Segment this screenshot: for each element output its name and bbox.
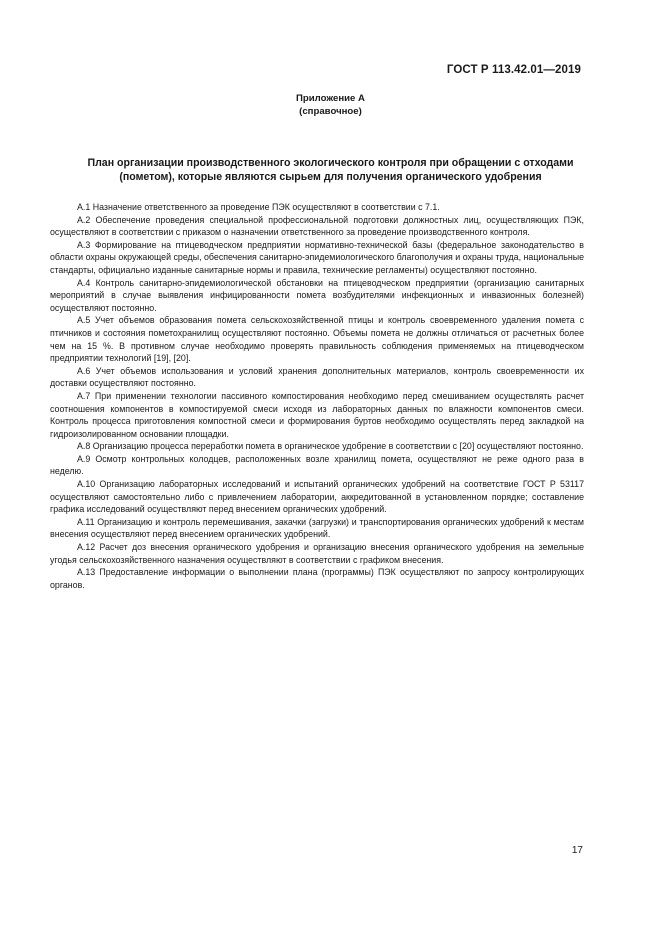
paragraph-a9: А.9 Осмотр контрольных колодцев, расположенных возле хранилищ помета, осуществляют не реже одного раза в неделю. bbox=[50, 453, 584, 477]
section-title-line-2: (пометом), которые являются сырьем для получения органического удобрения bbox=[119, 171, 542, 183]
document-code: ГОСТ Р 113.42.01—2019 bbox=[446, 64, 581, 76]
paragraph-a1: А.1 Назначение ответственного за проведение ПЭК осуществляют в соответствии с 7.1. bbox=[77, 202, 440, 212]
paragraph-a10: А.10 Организацию лабораторных исследований и испытаний органических удобрений на соответствие ГОСТ Р 53117 осуществляют самостоятельно либо с привлечением лаборатории, аккредитованной в установленном порядке; составление графика исследований осуществляют перед внесением органических удобрений. bbox=[50, 479, 584, 515]
paragraph-a11: А.11 Организацию и контроль перемешивания, закачки (загрузки) и транспортирования органических удобрений к местам внесения осуществляют перед внесением органических удобрений. bbox=[50, 516, 584, 540]
paragraph-a6: А.6 Учет объемов использования и условий хранения дополнительных материалов, контроль своевременности их доставки осуществляют постоянно. bbox=[50, 365, 584, 389]
paragraph-a5: А.5 Учет объемов образования помета сельскохозяйственной птицы и контроль своевременного удаления помета с птичников и состояния пометохранилищ осуществляют постоянно. Объемы помета не должны отличаться от расчетных более чем на 15 %. В противном случае необходимо проверять правильность соблюдения применяемых на птицеводческом предприятии технологий [19], [20]. bbox=[50, 315, 584, 364]
paragraph-a4: А.4 Контроль санитарно-эпидемиологической обстановки на птицеводческом предприятии (организацию санитарных мероприятий в случае выявления инфицированности помета возбудителями инфекционных и инвазионных болезней) осуществляют постоянно. bbox=[50, 277, 584, 313]
paragraph-a7: А.7 При применении технологии пассивного компостирования необходимо перед смешиванием осуществлять расчет соотношения компонентов в компостируемой смеси исходя из лабораторных данных по влажности компонентов смеси. Контроль процесса приготовления компостной смеси и формирования буртов необходимо осуществлять перед закладкой на гидроизолированном основании площадки. bbox=[50, 390, 584, 439]
paragraph-a3: А.3 Формирование на птицеводческом предприятии нормативно-технической базы (федеральное законодательство в области охраны окружающей среды, обеспечения санитарно-эпидемиологического благополучия и охраны труда, национальные стандарты, официально изданные санитарные нормы и правила, технические регламенты) осуществляют постоянно. bbox=[50, 239, 584, 275]
page-number: 17 bbox=[571, 845, 583, 856]
paragraph-a2: А.2 Обеспечение проведения специальной профессиональной подготовки должностных лиц, осуществляющих ПЭК, осуществляют в соответствии с приказом о назначении ответственного за проведение производственного контроля. bbox=[50, 214, 584, 238]
section-title-line-1: План организации производственного экологического контроля при обращении с отходами bbox=[87, 157, 574, 169]
appendix-type: (справочное) bbox=[299, 106, 362, 117]
paragraph-a12: А.12 Расчет доз внесения органического удобрения и организацию внесения органического удобрения на земельные угодья сельскохозяйственного назначения осуществляют в соответствии с графиком внесения. bbox=[50, 542, 584, 565]
appendix-heading bbox=[0, 92, 661, 118]
paragraph-a13: А.13 Предоставление информации о выполнении плана (программы) ПЭК осуществляют по запросу контролирующих органов. bbox=[50, 567, 584, 590]
section-title bbox=[54, 156, 607, 184]
body-text bbox=[50, 201, 584, 591]
appendix-label: Приложение А bbox=[296, 93, 365, 104]
paragraph-a8: А.8 Организацию процесса переработки помета в органическое удобрение в соответствии с [20] осуществляют постоянно. bbox=[77, 441, 584, 452]
